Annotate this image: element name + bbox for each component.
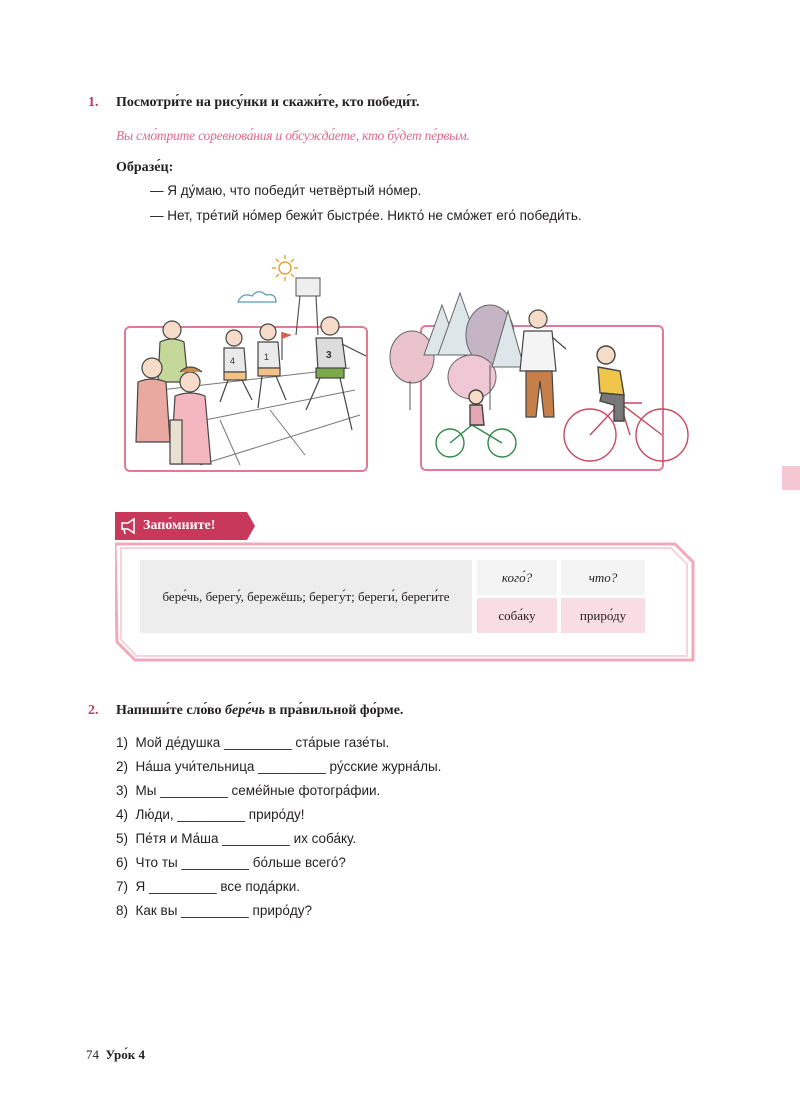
sun-icon (272, 255, 298, 281)
spectators (136, 321, 211, 464)
list-item: 6) Что ты _________ бо́льше всего́? (116, 855, 346, 870)
runner-4 (220, 330, 252, 402)
list-item: 2) На́ша учи́тельница _________ ру́сские журна́лы. (116, 759, 442, 774)
page-number: 74 (86, 1047, 99, 1062)
adult-on-bike (564, 346, 688, 461)
exercise-2-instruction: Напиши́те сло́во бере́чь в пра́вильной фо́рме. (116, 703, 404, 718)
illustration-running (120, 250, 370, 475)
megaphone-icon (119, 517, 137, 535)
trees (390, 293, 524, 410)
remember-title: Запо́мните! (143, 518, 216, 533)
dialog-line-1: — Я ду́маю, что победи́т четвёртый но́мер. (150, 183, 422, 198)
value-sobaku: соба́ку (477, 598, 557, 633)
exercise-2-number: 2. (88, 703, 99, 718)
runner-1-number: 1 (264, 352, 270, 362)
list-item: 1) Мой де́душка _________ ста́рые газе́ты. (116, 735, 390, 750)
side-tab (782, 466, 800, 490)
list-item: 4) Лю́ди, _________ приро́ду! (116, 807, 305, 822)
column-header-kogo: кого́? (477, 560, 557, 595)
runner-4-number: 4 (230, 356, 236, 366)
page-footer (86, 1047, 145, 1063)
running-race-drawing (120, 250, 370, 475)
illustration-cycling (380, 285, 695, 475)
list-item: 7) Я _________ все пода́рки. (116, 879, 300, 894)
value-prirodu: приро́ду (561, 598, 645, 633)
verb-forms: бере́чь, берегу́, бережёшь; берегу́т; береги́, береги́те (162, 588, 450, 604)
man-standing (520, 310, 566, 417)
runner-3 (306, 317, 366, 430)
cycling-park-drawing (380, 285, 695, 475)
flag-icon (282, 332, 292, 360)
sample-label: Образе́ц: (116, 160, 174, 175)
scoreboard-icon (296, 278, 320, 335)
exercise-1-number: 1. (88, 95, 99, 110)
exercise-1-situation: Вы смо́трите соревнова́ния и обсужда́ете, кто бу́дет пе́рвым. (116, 128, 470, 143)
list-item: 8) Как вы _________ приро́ду? (116, 903, 313, 918)
lesson-label: Уро́к 4 (105, 1047, 145, 1062)
target-word: бере́чь (225, 703, 265, 718)
dialog-line-2: — Нет, тре́тий но́мер бежи́т быстре́е. Никто́ не смо́жет его́ победи́ть. (150, 208, 582, 223)
exercise-1-instruction: Посмотри́те на рису́нки и скажи́те, кто победи́т. (116, 95, 420, 110)
list-item: 3) Мы _________ семе́йные фотогра́фии. (116, 783, 381, 798)
cloud-icon (238, 292, 276, 302)
boy-on-bike (436, 390, 516, 457)
remember-box (115, 512, 700, 664)
verb-forms-cell (140, 560, 472, 633)
column-header-chto: что? (561, 560, 645, 595)
runner-3-number: 3 (326, 350, 332, 361)
list-item: 5) Пе́тя и Ма́ша _________ их соба́ку. (116, 831, 357, 846)
